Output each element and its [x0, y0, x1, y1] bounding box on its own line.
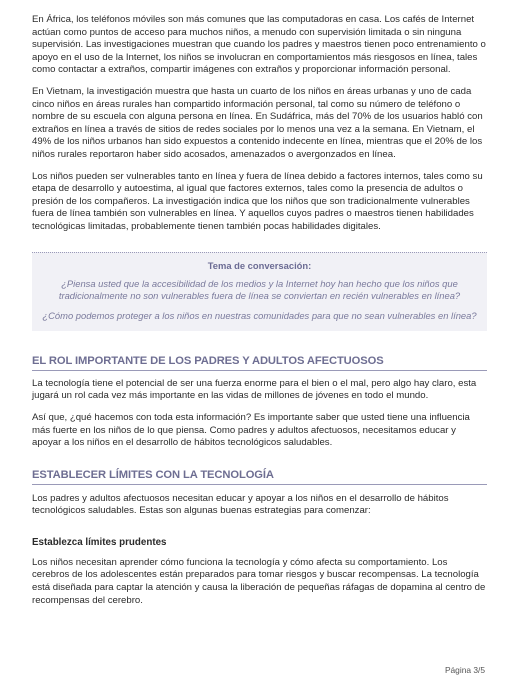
callout-question-1: ¿Piensa usted que la accesibilidad de los medios y la Internet hoy han hecho que los niños que tradicionalmente no son vulnerables fuera de línea se conviertan en recién vulnerables en línea?	[58, 277, 461, 301]
paragraph-vietnam: En Vietnam, la investigación muestra que hasta un cuarto de los niños en áreas urbanas y uno de cada cinco niños en áreas rurales han compartido información personal, tal como su número de teléfono o nombre de su escuela con alguna persona en línea. En Sudáfrica, más del 70% de los usuarios habló con extraños en línea a través de sitios de redes sociales por lo menos una vez a la semana. En Vietnam, el 49% de los niños urbanos han sido expuestos a contenido indecente en línea, mientras que el 20% de los niños rurales reportaron haber sido acosados, amenazados o avergonzados en línea.	[32, 85, 483, 160]
paragraph-limites-1: Los padres y adultos afectuosos necesitan educar y apoyar a los niños en el desarrollo de hábitos tecnológicos saludables. Estas son algunas buenas estrategias para comenzar:	[32, 492, 449, 517]
document-page	[32, 14, 487, 607]
paragraph-rol-1: La tecnología tiene el potencial de ser una fuerza enorme para el bien o el mal, pero algo hay claro, esta jugará un rol cada vez más importante en las vidas de millones de jóvenes en todo el mundo.	[32, 377, 477, 402]
section-heading-rol: EL ROL IMPORTANTE DE LOS PADRES Y ADULTOS AFECTUOSOS	[32, 355, 487, 371]
callout-question-2: ¿Cómo podemos proteger a los niños en nuestras comunidades para que no sean vulnerables en línea?	[42, 310, 477, 322]
section-heading-limites: ESTABLECER LÍMITES CON LA TECNOLOGÍA	[32, 469, 487, 485]
subheading-limites-prudentes: Establezca límites prudentes	[32, 536, 167, 548]
paragraph-limites-2: Los niños necesitan aprender cómo funciona la tecnología y cómo afecta su comportamiento. Los cerebros de los adolescentes están preparados para tomar riesgos y buscar recompensas. La tecnología está diseñada para captar la atención y causa la liberación de pequeñas ráfagas de dopamina al centro de recompensas del cerebro.	[32, 556, 486, 606]
callout-title: Tema de conversación:	[207, 259, 312, 271]
conversation-callout	[32, 252, 487, 331]
paragraph-africa: En África, los teléfonos móviles son más comunes que las computadoras en casa. Los cafés de Internet actúan como puntos de acceso para muchos niños, a menudo con supervisión limitada o sin ninguna supervisión. Las investigaciones muestran que cuando los padres y maestros tienen poco entrenamiento o apoyo en el uso de la Internet, los niños se involucran en comportamientos más riesgosos en línea, tales como contactar a extraños, compartir imágenes con extraños y proporcionar información personal.	[32, 14, 486, 76]
paragraph-rol-2: Así que, ¿qué hacemos con toda esta información? Es importante saber que usted tiene una influencia más fuerte en los niños de lo que piensa. Como padres y adultos afectuosos, necesitamos educar y apoyar a los niños en el desarrollo de hábitos tecnológicos saludables.	[32, 411, 470, 449]
page-number: Página 3/5	[444, 665, 485, 675]
paragraph-vulnerables: Los niños pueden ser vulnerables tanto en línea y fuera de línea debido a factores internos, tales como su etapa de desarrollo y autoestima, al igual que factores externos, tales como la presencia de adultos o presión de los compañeros. La investigación indica que los niños que son tradicionalmente vulnerables fuera de línea también son vulnerables en línea. Y aquellos cuyos padres o maestros tienen habilidades tecnológicas limitadas, probablemente tienen también pocas habilidades digitales.	[32, 170, 483, 232]
